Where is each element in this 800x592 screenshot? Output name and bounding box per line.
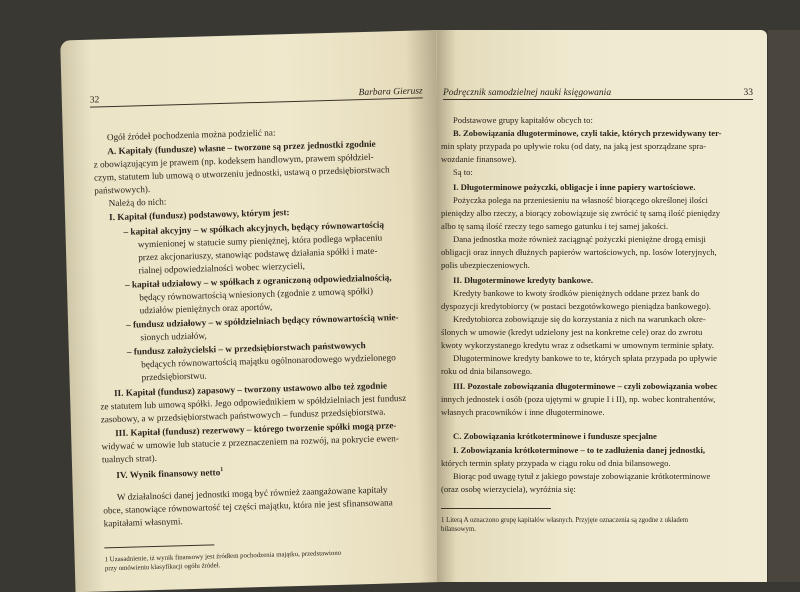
text-line: albo tę samą ilość rzeczy tego samego gatunku i tej samej jakości.: [441, 221, 669, 231]
text-line: będący równowartością wniesionych (zgodnie z umową spółki): [139, 285, 374, 303]
text-line: (oraz osobę wierzyciela), wyróżnia się:: [441, 484, 576, 494]
text-line: roku od dnia bilansowego.: [441, 366, 533, 376]
text-line: obce, stanowiące równowartość tej części majątku, która nie jest sfinansowana: [103, 497, 393, 516]
text-line: kwoty wykorzystanego kredytu wraz z odsetkami w umownym terminie spłaty.: [441, 340, 714, 350]
text-line: państwowych).: [94, 184, 151, 196]
text-line: kapitałami własnymi.: [103, 516, 183, 529]
left-page: [60, 30, 450, 592]
text-line: A. Kapitały (fundusze) własne – tworzone są przez jednostki zgodnie: [107, 138, 376, 157]
text-line: widywać w umowie lub statucie z przeznaczeniem na rozwój, na pokrycie ewen-: [101, 433, 399, 452]
text-line: wozdanie finansowe).: [441, 154, 517, 164]
footnote-line: 1 Literą A oznaczono grupę kapitałów własnych. Przyjęte oznaczenia są zgodne z układem: [441, 517, 689, 524]
text-line: – kapitał udziałowy – w spółkach z ograniczoną odpowiedzialnością,: [124, 272, 392, 290]
text-line: I. Kapitał (fundusz) podstawowy, którym jest:: [108, 207, 290, 223]
text-line: W działalności danej jednostki mogą być również zaangażowane kapitały: [116, 484, 388, 503]
text-line: I. Zobowiązania krótkoterminowe – to te zadłużenia danej jednostki,: [453, 445, 706, 455]
text-line: przez akcjonariuszy, stanowiąc podstawę działania spółki i mate-: [138, 245, 378, 263]
text-line: ze statutem lub umową spółki. Jego odpowiednikiem w spółdzielniach jest fundusz: [100, 392, 407, 412]
text-line: Długoterminowe kredyty bankowe to te, których spłata przypada po upływie: [453, 353, 717, 363]
text-line: polis ubezpieczeniowych.: [441, 260, 530, 270]
text-line: sionych udziałów,: [140, 330, 207, 343]
text-line: z obowiązującym je prawem (np. kodeksem handlowym, prawem spółdziel-: [93, 151, 374, 170]
text-line: obligacji oraz innych dłużnych papierów wartościowych, np. losów loteryjnych,: [441, 247, 717, 257]
text-line: których termin spłaty przypada w ciągu roku od dnia bilansowego.: [441, 458, 671, 468]
text-line: pieniędzy albo rzeczy, a biorący zobowiązuje się zwrócić tę samą ilość pieniędzy: [441, 208, 721, 218]
text-line: wymienionej w statucie sumy pieniężnej, która podlega wpłaceniu: [137, 232, 383, 250]
text-line: Biorąc pod uwagę tytuł z jakiego powstaje zobowiązanie krótkoterminowe: [453, 471, 711, 481]
text-line: Podstawowe grupy kapitałów obcych to:: [453, 115, 593, 125]
text-line: zasobowy, a w przedsiębiorstwach państwowych – fundusz przedsiębiorstwa.: [100, 406, 386, 425]
text-line: B. Zobowiązania długoterminowe, czyli takie, których przewidywany ter-: [453, 128, 722, 138]
text-line: III. Pozostałe zobowiązania długoterminowe – czyli zobowiązania wobec: [453, 381, 718, 391]
section-heading: C. Zobowiązania krótkoterminowe i fundusze specjalne: [453, 431, 657, 441]
text-line: Dana jednostka może również zaciągnąć pożyczki pieniężne drogą emisji: [453, 234, 706, 244]
text-line-content: IV. Wynik finansowy netto: [116, 467, 221, 481]
footnote-mark: 1: [220, 467, 224, 474]
footnote-line: bilansowym.: [441, 526, 476, 533]
right-page-header: [443, 88, 753, 100]
text-line: czym, statutem lub umową o utworzeniu jednostki, ustawą o przedsiębiorstwach: [93, 164, 390, 183]
text-line: udziałów pieniężnych oraz aportów,: [139, 301, 273, 316]
text-line: – kapitał akcyjny – w spółkach akcyjnych, będący równowartością: [123, 219, 385, 237]
text-line: tualnych strat).: [101, 452, 158, 465]
text-line: własnych pracowników i inne długoterminowe.: [441, 407, 605, 417]
left-page-header: [90, 86, 423, 107]
page-number: 33: [743, 88, 753, 98]
footnote-rule: [441, 508, 551, 509]
running-title: Podręcznik samodzielnej nauki księgowania: [443, 88, 612, 98]
text-line: Kredyty bankowe to kwoty środków pieniężnych oddane przez bank do: [453, 288, 700, 298]
text-line: ślonych w umowie (kredyt udzielony jest na konkretne cele) oraz do zwrotu: [441, 327, 703, 337]
text-line: – fundusz udziałowy – w spółdzielniach będący równowartością wnie-: [125, 312, 399, 330]
text-line: – fundusz założycielski – w przedsiębiorstwach państwowych: [126, 340, 366, 357]
text-line: Należą do nich:: [108, 196, 167, 209]
text-line: rialnej odpowiedzialności wobec wierzycieli,: [138, 260, 306, 276]
text-line: Kredytobiorca zobowiązuje się do korzystania z nich na warunkach okre-: [453, 314, 706, 324]
text-line: dyspozycji kredytobiorcy (w postaci bezgotówkowego pieniądza bankowego).: [441, 301, 711, 311]
text-line: II. Długoterminowe kredyty bankowe.: [453, 275, 593, 285]
text-line: Ogół źródeł pochodzenia można podzielić na:: [106, 127, 276, 143]
right-page: [437, 30, 767, 582]
text-line: Pożyczka polega na przeniesieniu na własność biorącego określonej ilości: [453, 195, 708, 205]
text-line: Są to:: [453, 167, 473, 177]
footnote-line: 1 Uzasadnienie, iż wynik finansowy jest źródłem pochodzenia majątku, przedstawiono: [104, 549, 342, 564]
text-line: innych jednostek i osób (poza ujętymi w grupie I i II), np. wobec kontrahentów,: [441, 394, 716, 404]
text-line: [116, 464, 223, 482]
text-line: min spłaty przypada po upływie roku (od daty, na jaką jest sporządzane spra-: [441, 141, 707, 151]
text-line: przedsiębiorstwu.: [141, 370, 207, 383]
text-line: będących równowartością majątku ogólnonarodowego wydzielonego: [141, 352, 396, 370]
author-name: Barbara Gierusz: [358, 86, 423, 99]
text-line: I. Długoterminowe pożyczki, obligacje i inne papiery wartościowe.: [453, 182, 696, 192]
text-line: II. Kapitał (fundusz) zapasowy – tworzony ustawowo albo też zgodnie: [113, 380, 388, 399]
page-number: 32: [89, 95, 100, 106]
text-line: III. Kapitał (fundusz) rezerwowy – którego tworzenie spółki mogą prze-: [114, 420, 397, 439]
footnote-rule: [104, 544, 214, 548]
scanner-edge: [768, 30, 800, 582]
footnote-line: przy omówieniu klasyfikacji ogółu źródeł.: [104, 562, 221, 573]
